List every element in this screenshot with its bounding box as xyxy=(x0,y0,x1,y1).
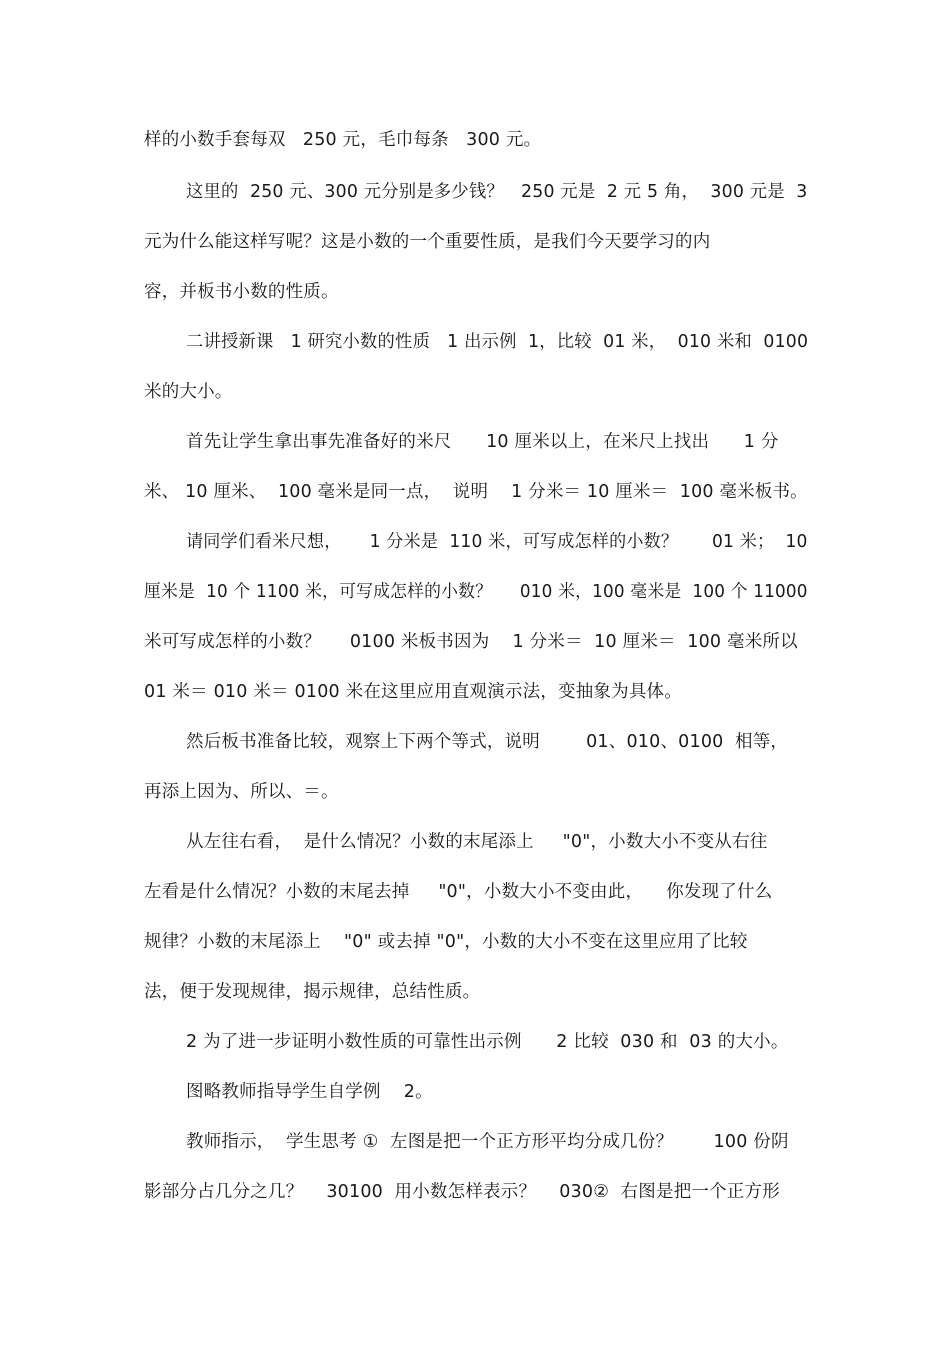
text-line: 这里的 250 元、300 元分别是多少钱？ 250 元是 2 元 5 角， 300 元是 3 xyxy=(186,182,808,202)
text-line: 首先让学生拿出事先准备好的米尺 10 厘米以上，在米尺上找出 1 分 xyxy=(186,432,779,452)
text-line: 然后板书准备比较，观察上下两个等式，说明 01、010、0100 相等， xyxy=(186,732,789,752)
text-line: 2 为了进一步证明小数性质的可靠性出示例 2 比较 030 和 03 的大小。 xyxy=(186,1032,789,1052)
text-line: 教师指示， 学生思考 ① 左图是把一个正方形平均分成几份？ 100 份阴 xyxy=(186,1132,789,1152)
text-line: 米、 10 厘米、 100 毫米是同一点， 说明 1 分米＝ 10 厘米＝ 100 毫米板书。 xyxy=(144,482,808,502)
text-line: 样的小数手套每双 250 元，毛巾每条 300 元。 xyxy=(144,130,542,150)
text-line: 米的大小。 xyxy=(144,382,233,402)
text-line: 左看是什么情况？小数的末尾去掉 "0"，小数大小不变由此， 你发现了什么 xyxy=(144,882,773,902)
text-line: 米可写成怎样的小数？ 0100 米板书因为 1 分米＝ 10 厘米＝ 100 毫米所以 xyxy=(144,632,798,652)
text-line: 规律？小数的末尾添上 "0" 或去掉 "0"，小数的大小不变在这里应用了比较 xyxy=(144,932,748,952)
text-line: 01 米＝ 010 米＝ 0100 米在这里应用直观演示法，变抽象为具体。 xyxy=(144,682,682,702)
text-line: 图略教师指导学生自学例 2。 xyxy=(186,1082,433,1102)
text-line: 法，便于发现规律，揭示规律，总结性质。 xyxy=(144,982,481,1002)
text-line: 再添上因为、所以、＝。 xyxy=(144,782,339,802)
text-line: 从左往右看， 是什么情况？小数的末尾添上 "0"，小数大小不变从右往 xyxy=(186,832,768,852)
text-line: 容，并板书小数的性质。 xyxy=(144,282,339,302)
text-line: 厘米是 10 个 1100 米，可写成怎样的小数？ 010 米，100 毫米是 100 个 11000 xyxy=(144,582,808,602)
text-line: 元为什么能这样写呢？这是小数的一个重要性质，是我们今天要学习的内 xyxy=(144,232,711,252)
text-line: 请同学们看米尺想， 1 分米是 110 米，可写成怎样的小数？ 01 米； 10 xyxy=(186,532,808,552)
text-line: 影部分占几分之几？ 30100 用小数怎样表示？ 030② 右图是把一个正方形 xyxy=(144,1182,780,1202)
text-line: 二讲授新课 1 研究小数的性质 1 出示例 1，比较 01 米， 010 米和 0100 xyxy=(186,332,809,352)
